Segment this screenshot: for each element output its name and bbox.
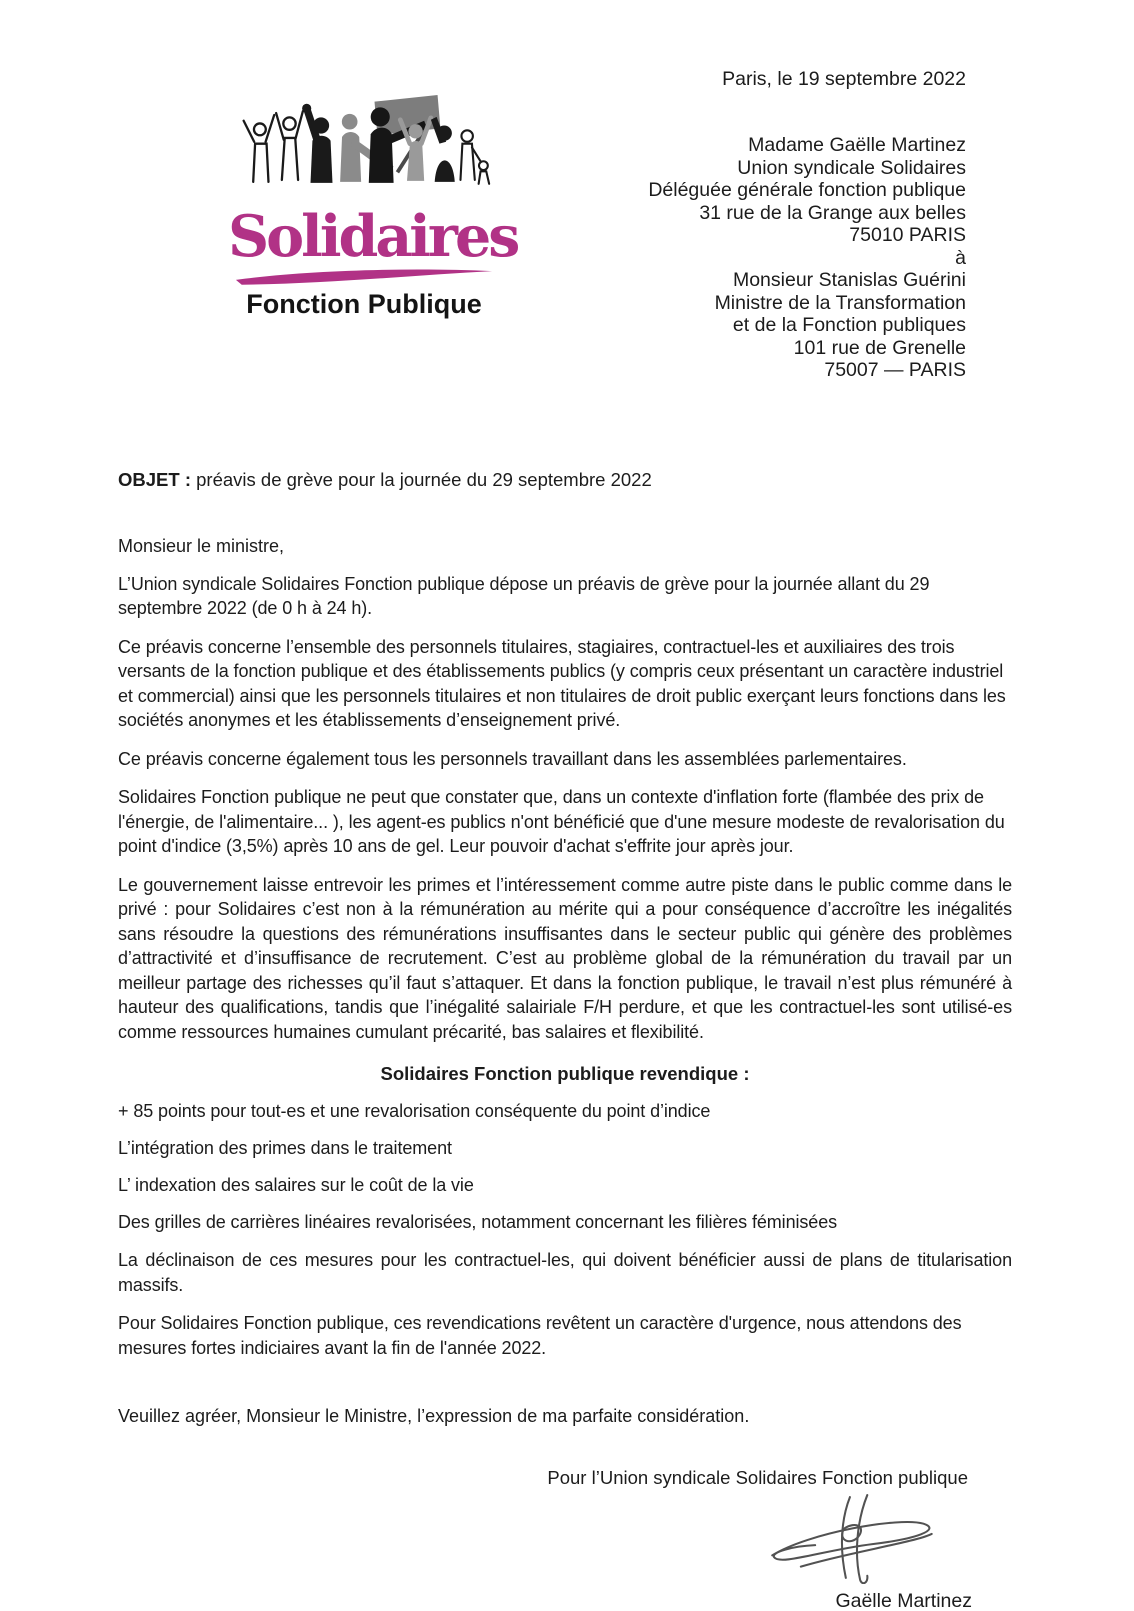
black-figure-fist <box>302 104 332 183</box>
signature-on-behalf-line: Pour l’Union syndicale Solidaires Fonction publique <box>547 1467 968 1488</box>
outlined-figure-1 <box>244 115 275 182</box>
recipient-line: à <box>955 246 966 269</box>
body-paragraph: Ce préavis concerne l’ensemble des personnels titulaires, stagiaires, contractuel-les et auxiliaires des trois versants de la fonction publique et des établissements publics (y compris ceux présentant un caractère industriel et commercial) ainsi que les personnels titulaires et non titulaires de droit public exerçant leurs fonctions dans les sociétés anonymes et les établissements d’enseignement privé. <box>118 636 1006 730</box>
recipient-line: 101 rue de Grenelle <box>793 336 966 359</box>
recipient-line: 75010 PARIS <box>849 224 966 246</box>
subject-line <box>118 468 1012 492</box>
logo-subtitle: Fonction Publique <box>246 289 482 319</box>
demands-heading: Solidaires Fonction publique revendique : <box>380 1063 750 1084</box>
outlined-adult-and-child <box>460 130 489 183</box>
body-paragraph: L’Union syndicale Solidaires Fonction publique dépose un préavis de grève pour la journée allant du 29 septembre 2022 (de 0 h à 24 h). <box>118 573 930 618</box>
letterhead <box>118 64 1012 382</box>
outlined-figure-2 <box>276 111 303 180</box>
recipient-line: Monsieur Stanislas Guérini <box>732 269 966 291</box>
solidaires-logo <box>228 94 518 320</box>
demand-item: Des grilles de carrières linéaires revalorisées, notamment concernant les filières féminisées <box>118 1211 838 1232</box>
gray-figure-varms <box>400 118 431 181</box>
date-line: Paris, le 19 septembre 2022 <box>722 68 966 90</box>
logo-column <box>118 64 538 320</box>
recipient-line: Madame Gaëlle Martinez <box>748 134 966 156</box>
address-column <box>538 64 1012 382</box>
recipient-line: Ministre de la Transformation <box>714 291 966 314</box>
closing-paragraph: Pour Solidaires Fonction publique, ces revendications revêtent un caractère d'urgence, nous attendons des mesures fortes indiciaires avant la fin de l'année 2022. <box>118 1313 962 1358</box>
salutation: Monsieur le ministre, <box>118 535 285 556</box>
body-paragraph: Solidaires Fonction publique ne peut que constater que, dans un contexte d'inflation forte (flambée des prix de l'énergie, de l'alimentaire... ), les agent-es publics n'ont bénéficié que d'une mesure modeste de revalorisation du point d'indice (3,5%) après 10 ans de gel. Leur pouvoir d'achat s'effrite jour après jour. <box>118 787 1005 856</box>
subject-text: préavis de grève pour la journée du 29 septembre 2022 <box>196 468 652 490</box>
recipient-line: 31 rue de la Grange aux belles <box>699 201 966 224</box>
demand-item: + 85 points pour tout-es et une revalorisation conséquente du point d’indice <box>118 1100 711 1121</box>
recipient-line: 75007 — PARIS <box>824 359 966 381</box>
signature-block <box>754 1492 954 1589</box>
logo-wordmark: Solidaires <box>228 203 518 270</box>
recipient-line: Déléguée générale fonction publique <box>648 179 966 201</box>
closing-paragraph: La déclinaison de ces mesures pour les contractuel-les, qui doivent bénéficier aussi de plans de titularisation massifs. <box>118 1250 1012 1295</box>
black-figure-right <box>431 117 455 182</box>
signatory-name: Gaëlle Martinez <box>835 1590 972 1611</box>
body-paragraph: Le gouvernement laisse entrevoir les primes et l’intéressement comme autre piste dans le public comme dans le privé : pour Solidaires c’est non à la rémunération au mérite qui a pour conséquence d’accroître les inégalités sans résoudre la questions des rémunérations insuffisantes dans le secteur public qui génère des problèmes d’attractivité et d’insuffisance de recrutement. C’est au problème global de la rémunération du travail par un meilleur partage des richesses qu’il faut s’attaquer. Et dans la fonction publique, le travail n’est plus rémunéré à hauteur des qualifications, tandis que l’inégalité salairiale F/H perdure, et que les contractuel-les sont utilisé-es comme ressources humaines cumulant précarité, bas salaires et flexibilité. <box>118 874 1012 1042</box>
handwritten-signature <box>754 1492 954 1584</box>
recipient-line: Union syndicale Solidaires <box>737 156 966 179</box>
demand-item: L’intégration des primes dans le traitement <box>118 1137 452 1158</box>
demands-list <box>118 1099 1012 1235</box>
valediction: Veuillez agréer, Monsieur le Ministre, l’expression de ma parfaite considération. <box>118 1406 750 1426</box>
body-paragraph: Ce préavis concerne également tous les personnels travaillant dans les assemblées parlementaires. <box>118 748 907 769</box>
recipient-line: et de la Fonction publiques <box>732 314 966 336</box>
subject-label: OBJET : <box>118 468 191 490</box>
demand-item: L’ indexation des salaires sur le coût de la vie <box>118 1174 474 1195</box>
